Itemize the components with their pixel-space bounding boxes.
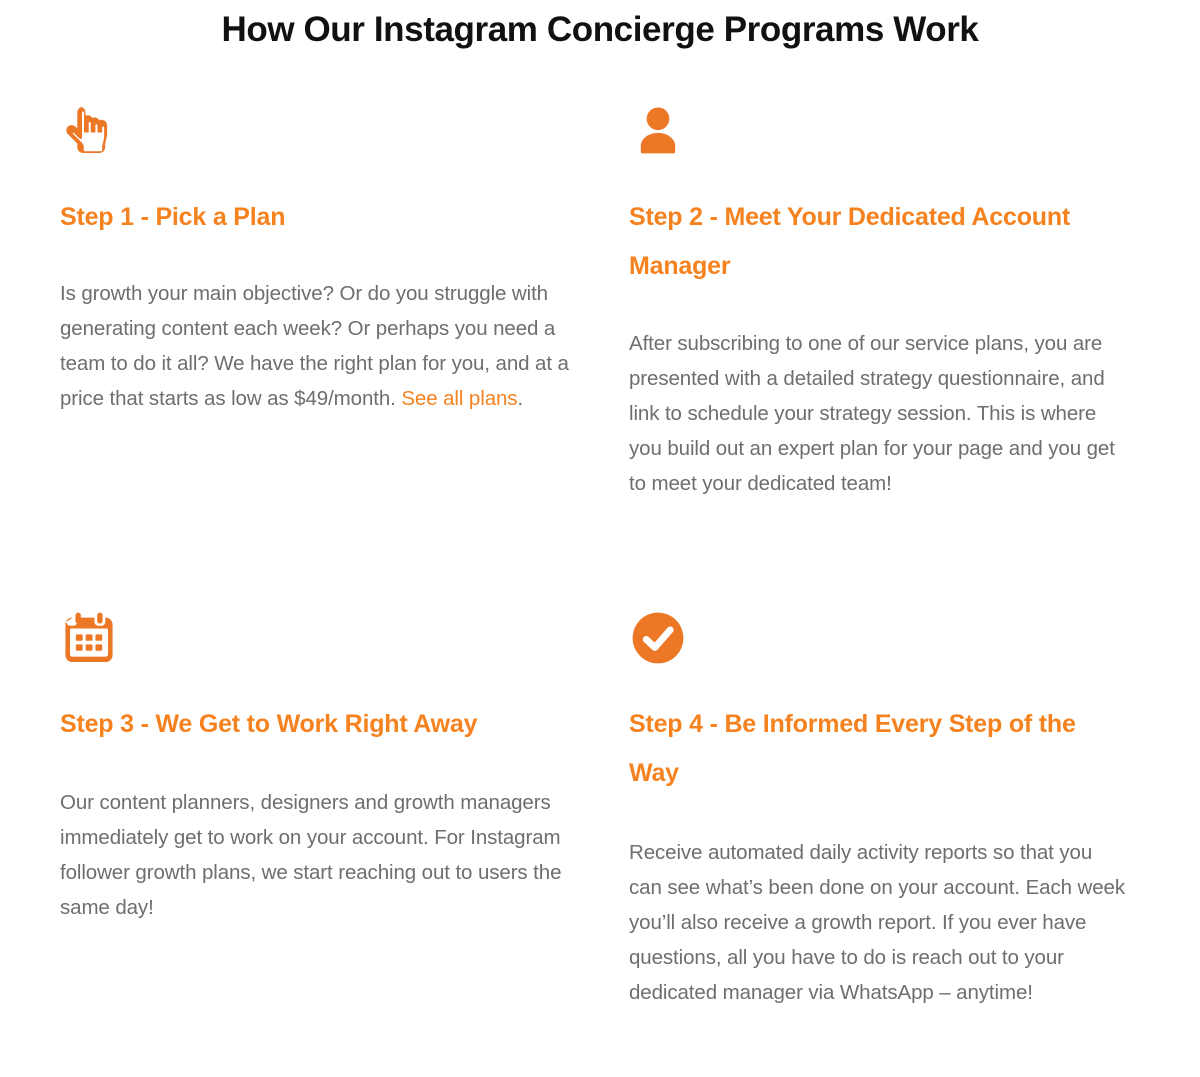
step-body-3: Our content planners, designers and growth managers immediately get to work on your account. For Instagram follower growth plans, we start reaching out to users the same day!	[60, 791, 562, 920]
see-all-plans-link[interactable]: See all plans	[401, 387, 518, 411]
step-body-2: After subscribing to one of our service plans, you are presented with a detailed strategy questionnaire, and link to schedule your strategy session. This is where you build out an expert plan for your page and you get to meet your dedicated team!	[629, 331, 1115, 495]
user-icon	[629, 102, 687, 160]
step-body-1-text: Is growth your main objective? Or do you struggle with generating content each week? Or perhaps you need a team to do it all? We have the right plan for you, and at a price that starts as low as $49/month.	[60, 282, 569, 411]
step-body-1	[60, 276, 595, 416]
calendar-icon	[60, 609, 118, 667]
check-circle-icon	[629, 609, 687, 667]
step-heading-4: Step 4 - Be Informed Every Step of the Way	[629, 709, 1076, 788]
step-heading-1: Step 1 - Pick a Plan	[60, 202, 286, 231]
step-heading-3: Step 3 - We Get to Work Right Away	[60, 709, 478, 738]
step-card-4	[629, 501, 1170, 1010]
pointing-hand-icon	[60, 102, 118, 160]
step-card-2	[629, 52, 1170, 501]
step-card-3	[60, 501, 629, 1010]
step-heading-2: Step 2 - Meet Your Dedicated Account Manager	[629, 202, 1071, 281]
page-title: How Our Instagram Concierge Programs Work	[221, 10, 979, 49]
steps-grid	[0, 52, 1200, 1010]
step-body-4: Receive automated daily activity reports so that you can see what’s been done on your account. Each week you’ll also receive a growth report. If you ever have questions, all you have to do is reach out to your dedicated manager via WhatsApp – anytime!	[629, 840, 1125, 1004]
step-card-1	[60, 52, 629, 501]
step-body-1-text-tail: .	[517, 387, 524, 411]
